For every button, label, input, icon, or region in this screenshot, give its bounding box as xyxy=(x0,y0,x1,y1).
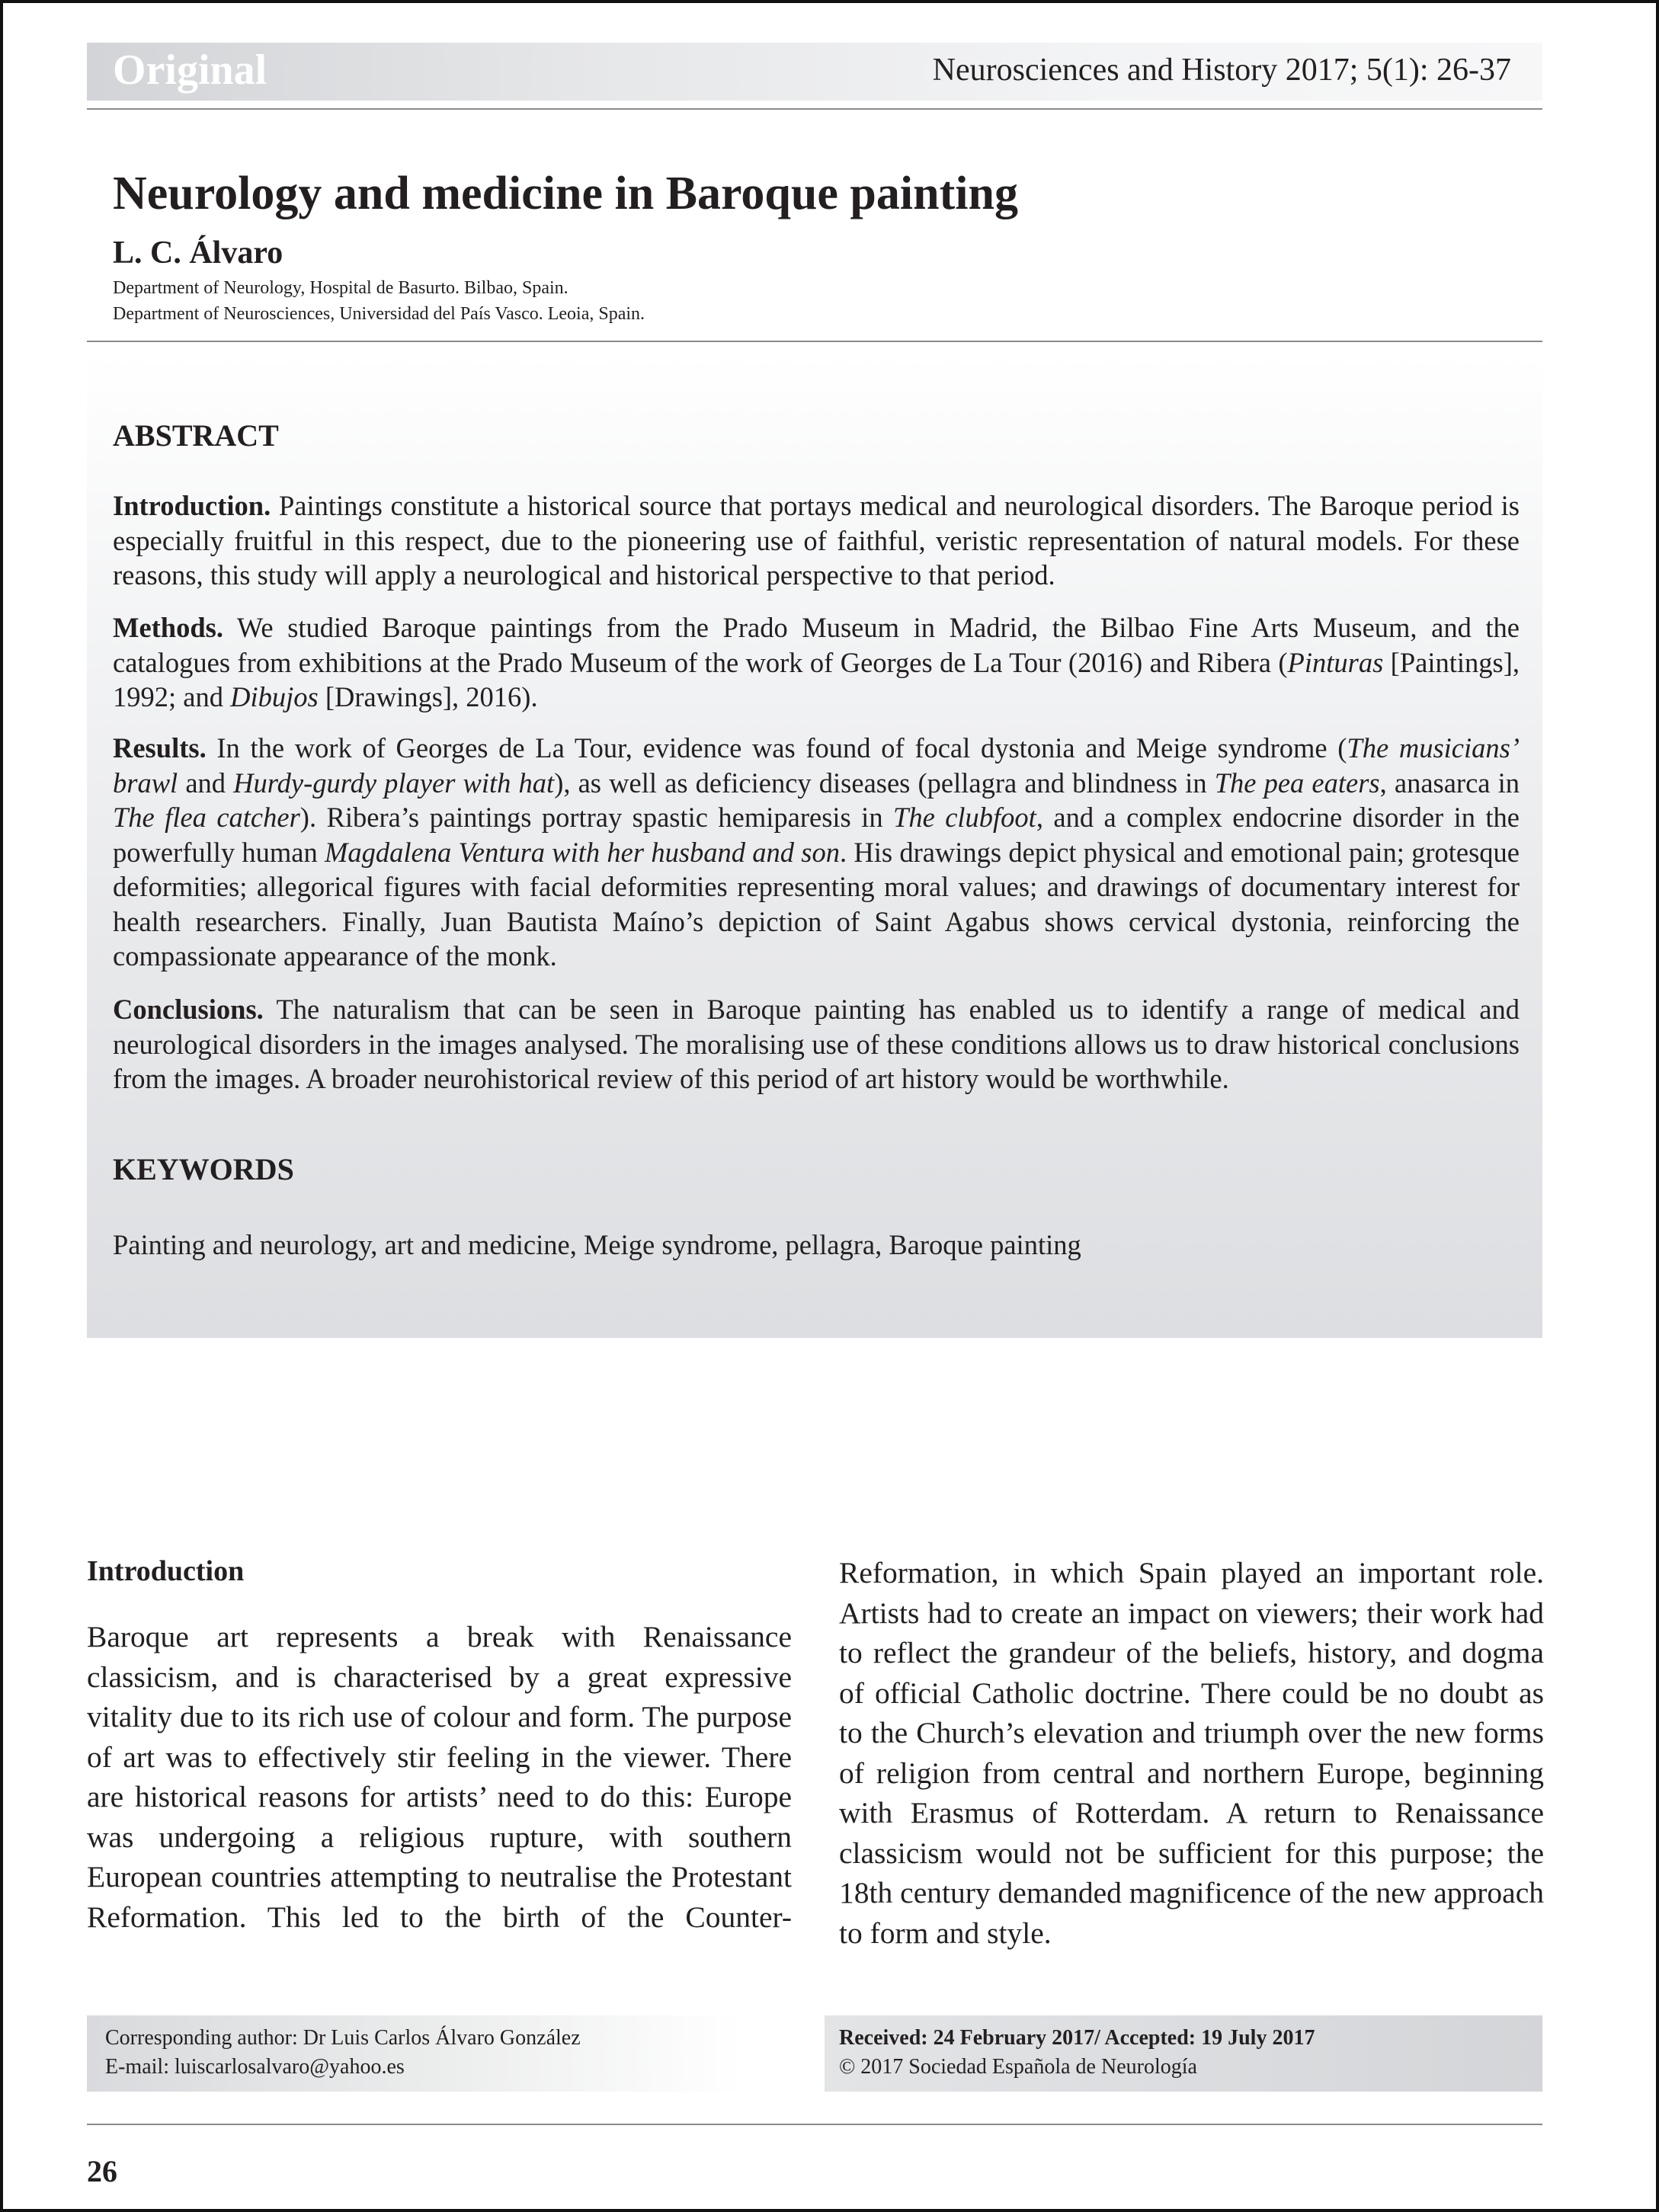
author-email: E-mail: luiscarlosalvaro@yahoo.es xyxy=(105,2055,405,2079)
abstract-results-text: ). Ribera’s paintings portray spastic hemiparesis in xyxy=(299,802,894,833)
abstract-methods-italic: Pinturas xyxy=(1287,646,1384,678)
received-accepted-dates: Received: 24 February 2017/ Accepted: 19 July 2017 xyxy=(839,2026,1315,2050)
abstract-results-text: ), as well as deficiency diseases (pellagra and blindness in xyxy=(554,767,1215,799)
abstract-introduction-label: Introduction. xyxy=(113,490,271,521)
abstract-introduction xyxy=(113,488,1520,593)
abstract-conclusions-text: The naturalism that can be seen in Baroque painting has enabled us to identify a range of medical and neurological disorders in the images analysed. The moralising use of these conditions allows us to draw historical conclusions from the images. A broader neurohistorical review of this period of art history would be worthwhile. xyxy=(113,994,1520,1094)
abstract-methods-text: [Drawings], 2016). xyxy=(318,681,538,712)
title-divider xyxy=(87,341,1542,342)
abstract-results-text: and xyxy=(178,767,234,799)
section-label: Original xyxy=(113,46,267,94)
abstract-methods-text: We studied Baroque paintings from the Prado Museum in Madrid, the Bilbao Fine Arts Museum, and the catalogues from exhibitions at the Prado Museum of the work of Georges de La Tour (2016) and Ribera ( xyxy=(113,612,1520,678)
introduction-heading: Introduction xyxy=(87,1555,245,1587)
abstract-methods xyxy=(113,610,1520,715)
abstract-results xyxy=(113,731,1520,974)
abstract-methods-italic: Dibujos xyxy=(230,681,319,712)
abstract-heading: ABSTRACT xyxy=(113,418,279,453)
page-number: 26 xyxy=(87,2154,117,2188)
keywords-list: Painting and neurology, art and medicine, Meige syndrome, pellagra, Baroque painting xyxy=(113,1229,1081,1260)
footer-divider xyxy=(87,2124,1542,2125)
abstract-introduction-text: Paintings constitute a historical source that portays medical and neurological disorders. The Baroque period is especially fruitful in this respect, due to the pioneering use of faithful, veristic representation of natural models. For these reasons, this study will apply a neurological and historical perspective to that period. xyxy=(113,490,1520,591)
article-author: L. C. Álvaro xyxy=(113,235,283,270)
header-divider xyxy=(87,108,1542,110)
abstract-results-text: In the work of Georges de La Tour, evidence was found of focal dystonia and Meige syndrome ( xyxy=(216,732,1347,763)
affiliation: Department of Neurology, Hospital de Basurto. Bilbao, Spain. xyxy=(113,278,568,298)
body-column-right-text: Reformation, in which Spain played an important role. Artists had to create an impact on viewers; their work had to reflect the grandeur of the beliefs, history, and dogma of official Catholic doctrine. There could be no doubt as to the Church’s elevation and triumph over the new forms of religion from central and northern Europe, beginning with Erasmus of Rotterdam. A return to Renaissance classicism would not be sufficient for this purpose; the 18th century demanded magnificence of the new approach to form and style. xyxy=(839,1556,1544,1950)
abstract-methods-text: [Paintings], 1992; and xyxy=(113,646,1520,712)
painting-title: Hurdy-gurdy player with hat xyxy=(233,767,555,799)
affiliation: Department of Neurosciences, Universidad del País Vasco. Leoia, Spain. xyxy=(113,304,645,324)
painting-title: The musicians’ brawl xyxy=(113,732,1520,799)
article-title: Neurology and medicine in Baroque painting xyxy=(113,168,1018,219)
copyright-notice: © 2017 Sociedad Española de Neurología xyxy=(839,2055,1197,2079)
journal-reference: Neurosciences and History 2017; 5(1): 26-37 xyxy=(932,53,1511,88)
painting-title: The pea eaters xyxy=(1214,767,1380,799)
painting-title: The clubfoot xyxy=(893,802,1036,833)
abstract-results-text: . His drawings depict physical and emotional pain; grotesque deformities; allegorical figures with facial deformities representing moral values; and drawings of documentary interest for health researchers. Finally, Juan Bautista Maíno’s depiction of Saint Agabus shows cervical dystonia, reinforcing the compassionate appearance of the monk. xyxy=(113,836,1520,972)
abstract-conclusions xyxy=(113,992,1520,1096)
abstract-methods-label: Methods. xyxy=(113,612,223,643)
abstract-conclusions-label: Conclusions. xyxy=(113,994,264,1025)
abstract-results-label: Results. xyxy=(113,732,207,763)
body-column-left: Baroque art represents a break with Renaissance classicism, and is characterised by a great expressive vitality due to its rich use of colour and form. The purpose of art was to effectively stir feeling in the viewer. There are historical reasons for artists’ need to do this: Europe was undergoing a religious rupture, with southern European countries attempting to neutralise the Protestant Reformation. This led to the birth of the Counter- xyxy=(87,1620,792,1934)
abstract-results-text: , and a complex endocrine disorder in the powerfully human xyxy=(113,802,1520,868)
corresponding-author: Corresponding author: Dr Luis Carlos Álvaro González xyxy=(105,2026,581,2050)
painting-title: The flea catcher xyxy=(113,802,300,833)
body-column-right xyxy=(839,1553,1544,1953)
painting-title: Magdalena Ventura with her husband and son xyxy=(325,836,840,868)
keywords-heading: KEYWORDS xyxy=(113,1152,294,1186)
abstract-results-text: , anasarca in xyxy=(1379,767,1520,799)
